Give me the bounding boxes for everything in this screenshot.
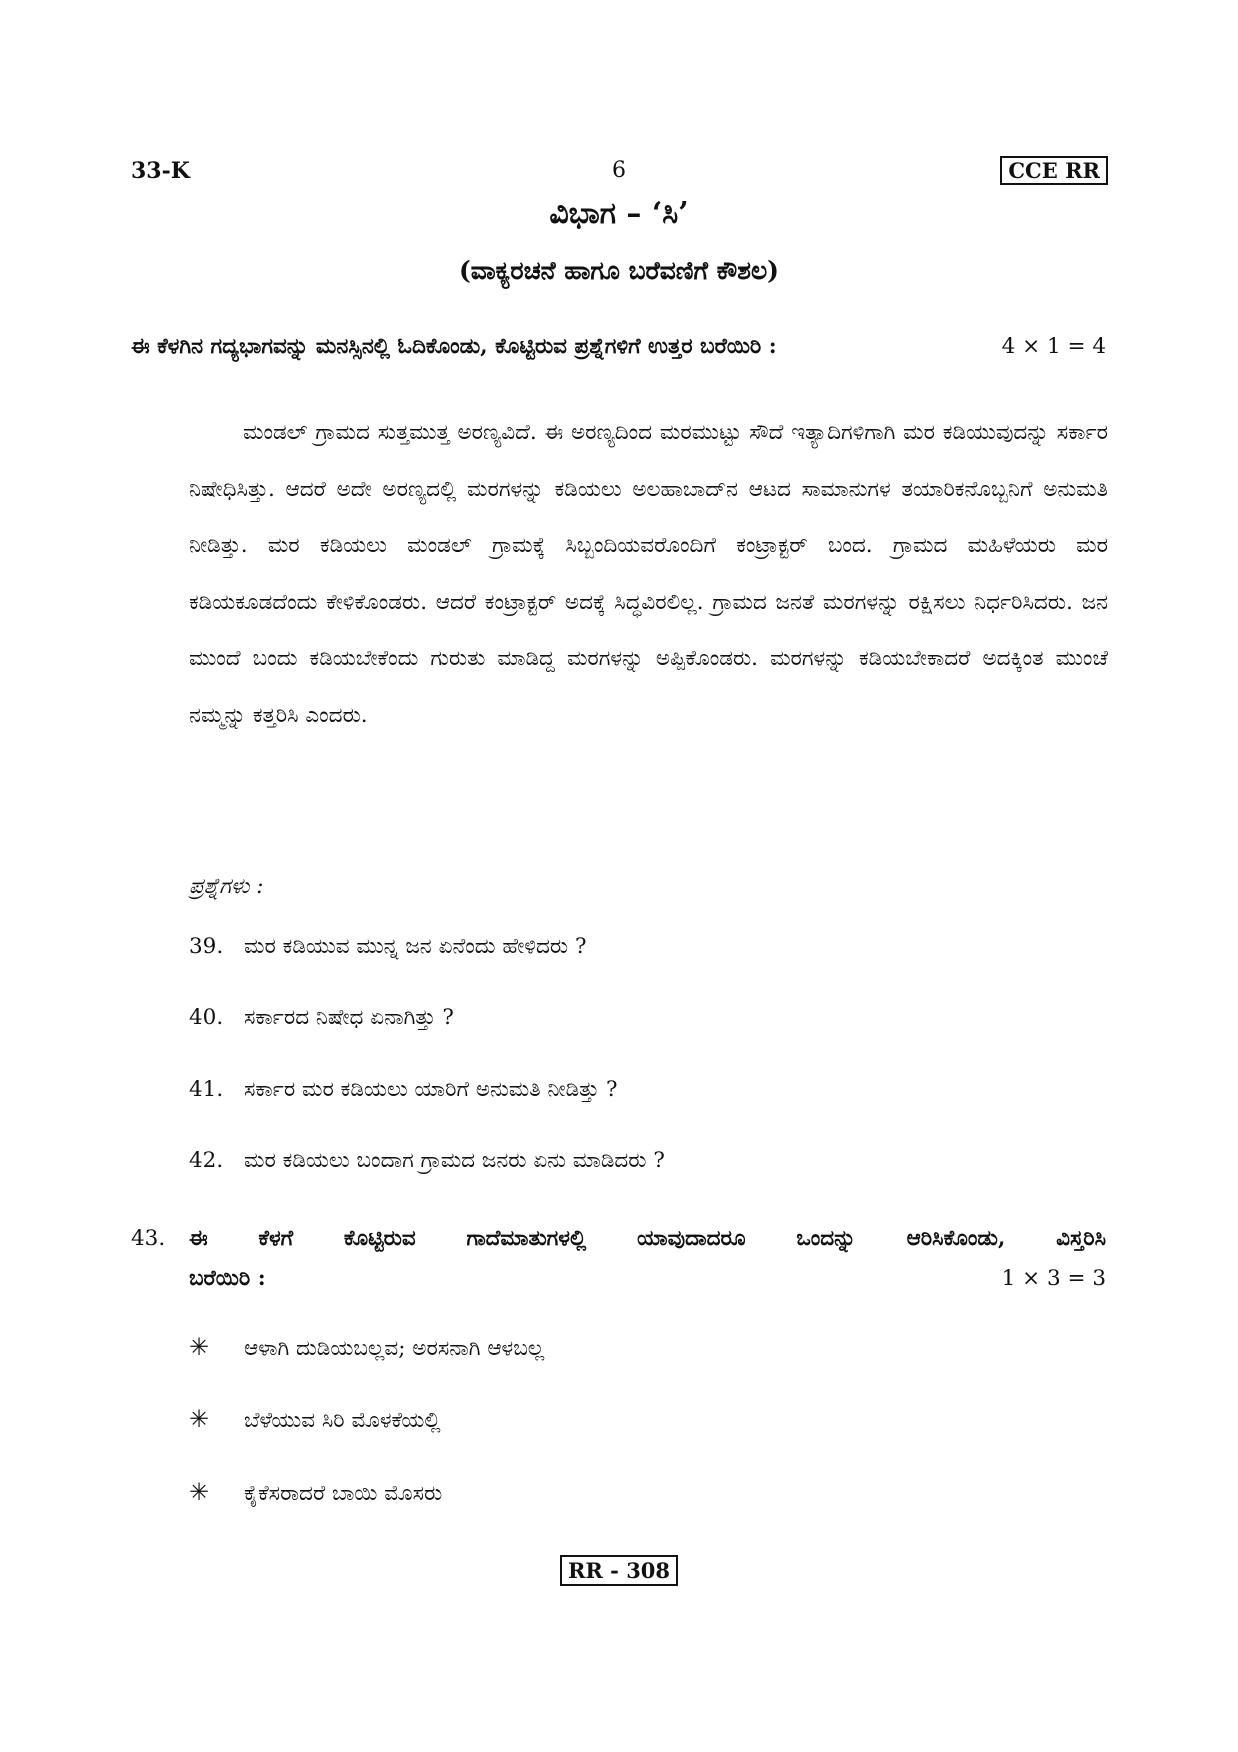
- question-number: 43.: [131, 1226, 166, 1251]
- instruction-text: ಈ ಕೆಳಗಿನ ಗದ್ಯಭಾಗವನ್ನು ಮನಸ್ಸಿನಲ್ಲಿ ಓದಿಕೊಂಡು, ಕೊಟ್ಟಿರುವ ಪ್ರಶ್ನೆಗಳಿಗೆ ಉತ್ತರ ಬರೆಯಿರಿ :: [131, 334, 777, 359]
- question-41: [189, 1077, 618, 1102]
- paper-code: 33-K: [131, 158, 190, 184]
- asterisk-icon: ✳: [189, 1333, 210, 1361]
- question-42: [189, 1148, 665, 1173]
- proverb-text: ಬೆಳೆಯುವ ಸಿರಿ ಮೊಳಕೆಯಲ್ಲಿ: [244, 1408, 441, 1433]
- proverb-item: [189, 1405, 441, 1433]
- instruction-marks: 4 × 1 = 4: [1001, 334, 1106, 359]
- question-40: [189, 1005, 454, 1030]
- passage-instruction: [131, 334, 1106, 359]
- proverb-text: ಆಳಾಗಿ ದುಡಿಯಬಲ್ಲವ; ಅರಸನಾಗಿ ಆಳಬಲ್ಲ: [244, 1336, 545, 1361]
- question-number: 39.: [189, 934, 224, 959]
- question-43: [131, 1219, 1106, 1299]
- proverb-item: [189, 1478, 442, 1506]
- question-number: 42.: [189, 1148, 224, 1173]
- question-43-line1: ಈ ಕೆಳಗೆ ಕೊಟ್ಟಿರುವ ಗಾದೆಮಾತುಗಳಲ್ಲಿ ಯಾವುದಾದರೂ ಒಂದನ್ನು ಆರಿಸಿಕೊಂಡು, ವಿಸ್ತರಿಸಿ: [189, 1226, 1106, 1251]
- question-43-line2: ಬರೆಯಿರಿ :: [189, 1266, 266, 1291]
- question-number: 40.: [189, 1005, 224, 1030]
- question-39: [189, 934, 586, 959]
- proverb-item: [189, 1333, 544, 1361]
- footer-code-box: RR - 308: [560, 1555, 678, 1586]
- questions-heading: ಪ್ರಶ್ನೆಗಳು :: [189, 874, 264, 899]
- section-subtitle: (ವಾಕ್ಯರಚನೆ ಹಾಗೂ ಬರೆವಣಿಗೆ ಕೌಶಲ): [458, 256, 780, 285]
- syllabus-code-box: CCE RR: [1000, 156, 1108, 185]
- passage-text: ಮಂಡಲ್ ಗ್ರಾಮದ ಸುತ್ತಮುತ್ತ ಅರಣ್ಯವಿದೆ. ಈ ಅರಣ್ಯದಿಂದ ಮರಮುಟ್ಟು ಸೌದೆ ಇತ್ಯಾದಿಗಳಿಗಾಗಿ ಮರ ಕಡಿಯುವುದನ್ನು ಸರ್ಕಾರ ನಿಷೇಧಿಸಿತ್ತು. ಆದರೆ ಅದೇ ಅರಣ್ಯದಲ್ಲಿ ಮರಗಳನ್ನು ಕಡಿಯಲು ಅಲಹಾಬಾದ್‌ನ ಆಟದ ಸಾಮಾನುಗಳ ತಯಾರಿಕನೊಬ್ಬನಿಗೆ ಅನುಮತಿ ನೀಡಿತ್ತು. ಮರ ಕಡಿಯಲು ಮಂಡಲ್ ಗ್ರಾಮಕ್ಕೆ ಸಿಬ್ಬಂದಿಯವರೊಂದಿಗೆ ಕಂಟ್ರಾಕ್ಟರ್ ಬಂದ. ಗ್ರಾಮದ ಮಹಿಳೆಯರು ಮರ ಕಡಿಯಕೂಡದೆಂದು ಕೇಳಿಕೊಂಡರು. ಆದರೆ ಕಂಟ್ರಾಕ್ಟರ್ ಅದಕ್ಕೆ ಸಿದ್ಧವಿರಲಿಲ್ಲ. ಗ್ರಾಮದ ಜನತೆ ಮರಗಳನ್ನು ರಕ್ಷಿಸಲು ನಿರ್ಧರಿಸಿದರು. ಜನ ಮುಂದೆ ಬಂದು ಕಡಿಯಬೇಕೆಂದು ಗುರುತು ಮಾಡಿದ್ದ ಮರಗಳನ್ನು ಅಪ್ಪಿಕೊಂಡರು. ಮರಗಳನ್ನು ಕಡಿಯಬೇಕಾದರೆ ಅದಕ್ಕಿಂತ ಮುಂಚೆ ನಮ್ಮನ್ನು ಕತ್ತರಿಸಿ ಎಂದರು.: [189, 420, 1108, 728]
- page-number: 6: [612, 158, 626, 183]
- asterisk-icon: ✳: [189, 1405, 210, 1433]
- asterisk-icon: ✳: [189, 1478, 210, 1506]
- question-text: ಸರ್ಕಾರ ಮರ ಕಡಿಯಲು ಯಾರಿಗೆ ಅನುಮತಿ ನೀಡಿತ್ತು ?: [244, 1077, 618, 1102]
- footer: [0, 1555, 1238, 1586]
- proverb-text: ಕೈಕೆಸರಾದರೆ ಬಾಯಿ ಮೊಸರು: [244, 1481, 443, 1506]
- question-text: ಸರ್ಕಾರದ ನಿಷೇಧ ಏನಾಗಿತ್ತು ?: [244, 1005, 454, 1030]
- question-number: 41.: [189, 1077, 224, 1102]
- question-text: ಮರ ಕಡಿಯುವ ಮುನ್ನ ಜನ ಏನೆಂದು ಹೇಳಿದರು ?: [244, 934, 587, 959]
- passage-paragraph: [189, 405, 1108, 744]
- section-title: ವಿಭಾಗ – ‘ಸಿ’: [549, 196, 689, 231]
- question-text: ಮರ ಕಡಿಯಲು ಬಂದಾಗ ಗ್ರಾಮದ ಜನರು ಏನು ಮಾಡಿದರು ?: [244, 1148, 665, 1173]
- question-43-marks: 1 × 3 = 3: [1001, 1266, 1106, 1291]
